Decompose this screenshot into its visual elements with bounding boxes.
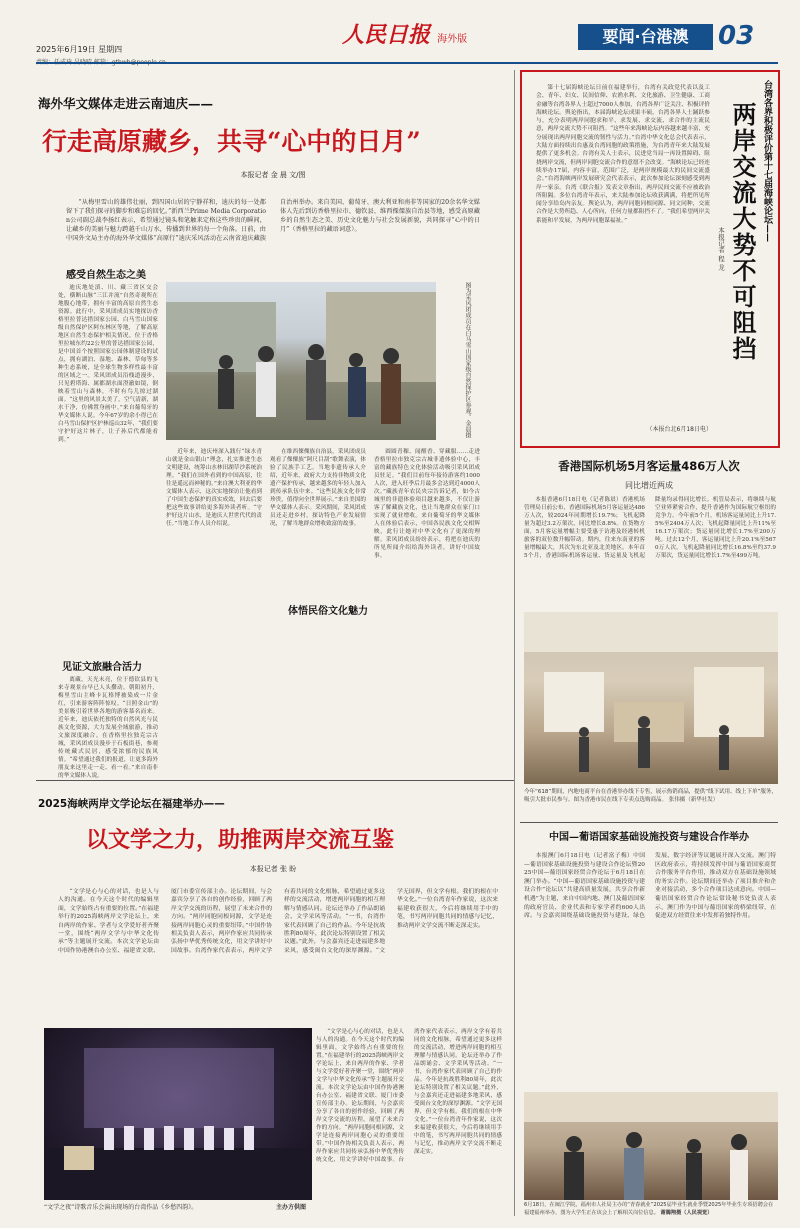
kicker: 海外华文媒体走进云南迪庆——	[38, 96, 214, 111]
caption-job-fair-text: 6月18日，在闽江学院，福州市人社局主办的“青春就业”2025届毕业生就业季暨2025年毕业生专项招聘会在福建福州举办，图为大学生正在该会上了解相关岗位信息。	[524, 1202, 774, 1216]
literature-forum-text-continued: “文学是心与心的对话，也是人与人的沟通。在今天这个时代的编辑里面，文学始终占有重要的位置。”在福建举行的2025海峡两岸文学论坛上，来自两岸的作家、学者与文学爱好者齐聚一堂，围绕“两岸文学与中华文化传承”等主题展开交流。本次文学论坛由中国作协港澳台办公室、福建省文联、厦门市委宣传部主办。论坛期间，与会嘉宾分享了各自的创作经验，回顾了两岸文学交流的历程，展望了未来合作的方向。“两岸同胞同根同源，文学是连接两岸同胞心灵的重要纽带。”中国作协相关负责人表示，两岸作家应共同传承弘扬中华优秀传统文化，用文学讲好中国故事。台湾作家代表表示，两岸文学有着共同的文化根脉，希望通过更多这样的交流活动，增进两岸同胞的相互理解与情感认同。论坛还举办了作品朗诵会、文学采风等活动。“一书，台湾作家代表回顾了自己的作品。今年是抗战胜利80周年，此次论坛特别设置了相关议题。”此外，与会嘉宾还走进福建多地采风，感受闽台文化的深厚渊源。“文学无国界，但文学有根。我们的根在中华文化。”一位台湾青年作家说，这次来福建收获很大，今后将继续用手中的笔，书写两岸同胞共同的情感与记忆，推动两岸文学交流不断走深走实。	[316, 1029, 502, 1163]
photo-job-fair-image	[524, 1092, 778, 1200]
hk-airport-text: 本报香港6月18日电（记者陈晨）香港机场管理局日前公布，香港国际机场5月客运量达486万人次，较2024年同期增长19.7%；飞机起降量为超过3.2万架次，同比增长8.8%。在货物方面，5月客运量增幅主要受惠于访港及经港转机旅客的双位数升幅带动。期内，往来东南亚的客量增幅最大，其次为东北亚及北美地区。本年首5个月，香港国际机场客运量、货运量及飞机起降量均录得同比增长。机管局表示，将继续与航空业界紧密合作，提升香港作为国际航空枢纽的竞争力。今年前5个月，机场客运量同比上升17.5%至2404万人次；飞机起降量同比上升11%至16.17万架次；货运量同比增长1.7%至200万吨。过去12个月，客运量同比上升20.1%至5670万人次，飞机起降量同比增长16.8%至约37.9万架次，货运量同比增长1.7%至499万吨。	[524, 497, 776, 559]
lede-paragraph	[66, 198, 480, 260]
body-text: 第十七届海峡论坛日前在福建举行，台湾有关政党代表以及工会、青年、妇女、民间信仰、农渔水利、文化旅游、卫生健康、工商金融等台湾各界人士超过7000人参加，台湾各界广泛关注、积极评价海峡论坛。舆论指出，本届海峡论坛成果丰硕，台湾各界人士踊跃参与，充分表明两岸同胞求和平、求发展、求交流、求合作的主流民意，两岸交流大势不可阻挡。“这些年来海峡论坛内容越来越丰富，充分展现出两岸同胞交流的韧性与活力。”台湾中华文化总会代表表示，大陆方面持续出台惠及台湾同胞的政策措施，为台湾青年来大陆发展提供了更多机会。台湾有关人士表示，民进党当局一再设置障碍、阻挠两岸交流，但两岸同胞交流合作的意愿不会改变。“海峡论坛已经连续举办17届，内容丰富，范围广泛，是两岸规模最大的民间交流盛会。”台湾海峡两岸发展研究会代表表示，此次参加论坛深刻感受到两岸一家亲。台湾《联合报》发表文章指出，两岸民间交流不应被政治所阻隔。多位台湾青年表示，来大陆参加论坛收获满满，将把所见所闻分享给岛内亲友。舆论认为，两岸同胞同根同源、同文同种，交流合作是大势所趋、人心所向，任何力量都阻挡不了。“我们希望两岸关系能和平发展，为两岸同胞谋福祉。”	[536, 85, 710, 224]
macau-forum-body	[524, 852, 776, 1088]
divider-a3	[520, 822, 778, 823]
paper-name: 人民日报	[342, 22, 431, 48]
subtitle: 同比增近两成	[625, 481, 673, 490]
dateline: （本报台北6月18日电）	[646, 426, 712, 433]
page-number: 03	[718, 21, 755, 51]
photo-caption-concert: “文学之夜”诗歌音乐会演出现场的台湾作品《乡愁四韵》。	[44, 1204, 198, 1211]
column-1-text: 迪庆地处滇、川、藏三省区交会处，横断山脉“三江并流”自然奇观所在地腹心地带，拥有丰富的高原自然生态资源。此行中，采风团成员实地探访香格里拉普达措国家公园、白马雪山国家级自然保护区阿东林区等地，了解高原地区自然生态保护相关情况。位于香格里拉城东约22公里的普达措国家公园，是中国首个按照国家公园体制建设的试点，拥有湖泊、湿地、森林、草甸等多种生态系统，是全球生物多样性最丰富的区域之一。采风团成员沿栈道漫步，只见碧塔海、属都湖水面澄澈如镜，倒映着雪山与森林，不时有鸟儿掠过湖面。“这里的风景太美了，空气清新，湖水干净，仿佛置身画中。”来自葡萄牙的华文媒体人说。今年67岁的余小得已在白马雪山保护区护林巡山32年，“我们要守护好这片林子，让子孙后代都能看到。”	[58, 285, 158, 443]
paper-edition: 海外版	[437, 34, 468, 45]
photo-caption-job-fair	[524, 1202, 778, 1218]
subheading-culture-tourism: 见证文旅融合活力	[62, 662, 142, 673]
photo-poetry-concert-image	[44, 1028, 312, 1200]
literature-forum-text: “文学是心与心的对话，也是人与人的沟通。在今天这个时代的编辑里面，文学始终占有重要的位置。”在福建举行的2025海峡两岸文学论坛上，来自两岸的作家、学者与文学爱好者齐聚一堂，围绕“两岸文学与中华文化传承”等主题展开交流。本次文学论坛由中国作协港澳台办公室、福建省文联、厦门市委宣传部主办。论坛期间，与会嘉宾分享了各自的创作经验，回顾了两岸文学交流的历程，展望了未来合作的方向。“两岸同胞同根同源，文学是连接两岸同胞心灵的重要纽带。”中国作协相关负责人表示，两岸作家应共同传承弘扬中华优秀传统文化，用文学讲好中国故事。台湾作家代表表示，两岸文学有着共同的文化根脉，希望通过更多这样的交流活动，增进两岸同胞的相互理解与情感认同。论坛还举办了作品朗诵会、文学采风等活动。“一书，台湾作家代表回顾了自己的作品。今年是抗战胜利80周年，此次论坛特别设置了相关议题。”此外，与会嘉宾还走进福建多地采风，感受闽台文化的深厚渊源。“文学无国界，但文学有根。我们的根在中华文化。”一位台湾青年作家说，这次来福建收获很大，今后将继续用手中的笔，书写两岸同胞共同的情感与记忆，推动两岸文学交流不断走深走实。	[58, 889, 498, 954]
hk-airport-body	[524, 496, 776, 608]
byline: 本报记者 金 晨 文/图	[240, 171, 306, 179]
column-1	[58, 284, 158, 656]
article-literature-forum	[36, 788, 510, 884]
headline: 行走高原藏乡，共寻“心中的日月”	[42, 127, 421, 156]
column-3-text: 在维西傈僳族自治县，采风团成员观看了傈僳族“阿尺目刮”歌舞表演，体验了民族手工艺。当地非遗传承人介绍，近年来，政府大力支持非物质文化遗产保护传承，越来越多的年轻人加入到传承队伍中来。“这些民族文化非常珍贵，值得向全世界展示。”来自美国的华文媒体人表示。采风期间，采风团成员还走进乡村，探访特色产业发展情况，了解当地群众增收致富的故事。	[270, 449, 366, 527]
kicker: 2025海峡两岸文学论坛在福建举办——	[38, 798, 225, 810]
subheading-folk-culture: 体悟民俗文化魅力	[288, 606, 368, 617]
headline: 以文学之力，助推两岸交流互鉴	[86, 827, 395, 853]
column-2-text: 近年来，迪庆州深入践行“绿水青山就是金山银山”理念，扎实推进生态文明建设，统筹山水林田湖草沙系统治理。“我们在国外看到的中国高原，往往是遥远而神秘的。”来自澳大利亚的华文媒体人表示，这次实地探访让他看到了中国生态保护的真实成效，回去后要把这些故事讲给更多海外读者听。“守护好这片山水，是迪庆人世世代代的责任。”当地工作人员介绍说。	[166, 449, 262, 527]
section-banner: 要闻·台港澳	[578, 24, 713, 50]
byline: 本报记者 程 龙	[717, 227, 725, 271]
column-1-bottom	[58, 676, 158, 779]
photo-job-fair	[524, 1092, 778, 1200]
macau-forum-text: 本报澳门6月18日电（记者富子梅）中国—葡语国家基础设施投资与建设合作论坛暨2025中国—葡语国家经贸合作论坛于6月18日在澳门举办。“中国—葡语国家基础设施投资与建设合作”论坛以“共建高质量发展，共享合作新机遇”为主题，来自中国内地、澳门及葡语国家的政府官员、企业代表和专家学者约600人出席。与会嘉宾围绕基础设施投资与建设、绿色发展、数字经济等议题展开深入交流。澳门特区政府表示，将持续发挥中国与葡语国家商贸合作服务平台作用，推动双方在基础设施领域的务实合作。论坛期间还举办了项目推介和企业对接活动，多个合作项目达成意向。中国—葡语国家经贸合作论坛常设秘书处负责人表示，澳门作为中国与葡语国家的桥梁纽带，在促进双方经贸往来中发挥着独特作用。	[524, 853, 776, 920]
paper-logo	[342, 18, 542, 58]
column-1-bottom-text: 离藏，天光未亮，位于德钦县的飞来寺观景台早已人头攒动。朝阳初升，梅里雪山主峰卡瓦格博被染成一片金红，引来游客阵阵惊叹。“日照金山”的美景吸引着世界各地的游客慕名而来。近年来，迪庆依托独特的自然风光与民族文化资源，大力发展全域旅游，推动文旅深度融合。在香格里拉独克宗古城，采风团成员漫步于石板街巷，参观传统藏式民居，感受浓郁的民族风情。“希望通过我们的报道，让更多海外朋友来这里走一走、看一看。”来自南非的华文媒体人说。	[58, 677, 158, 779]
masthead-left	[36, 10, 386, 60]
photo-group-tour	[166, 282, 436, 440]
masthead-rule	[36, 62, 778, 64]
photo-caption-hk: 今年“618”期间，内地电商平台在香港举办线下专售，展示热销商品，提供“线下试用、线上下单”服务，吸引大批市民参与。图为香港市民在线下专卖点选购商品。 张伟摄（新华社发）	[524, 789, 777, 803]
photo-shopping-mall-image	[524, 612, 778, 784]
subheading-ecology: 感受自然生态之美	[66, 270, 146, 281]
article-strait-forum	[520, 70, 780, 448]
column-4-text: 圆圆青稞、闻醒香、穿藏服……走进香格里拉市独克宗古城非遗体验中心，丰富的藏族特色文化体验活动吸引采风团成员驻足。“我们目前每年接待游客约1000人次，进入旺季后月最多会达到近4000人次。”藏族青年农民央宗告诉记者，如今古城里的非遗体验项目越来越多，不仅让游客了解藏族文化，也让当地群众在家门口实现了就业增收。来自葡萄牙的华文媒体人在体验后表示，中国各民族文化交相辉映，此行让她对中华文化有了更深的理解。采风团成员纷纷表示，将把在迪庆的所见所闻介绍给海外读者，讲好中国故事。	[374, 449, 480, 559]
divider-a1	[36, 780, 514, 781]
side-title: 台湾各界积极评价第十七届海峡论坛——	[762, 80, 772, 242]
byline: 本报记者 张 盼	[249, 865, 297, 873]
macau-forum-headline: 中国—葡语国家基础设施投资与建设合作举办	[549, 832, 749, 843]
photo-shopping-mall	[524, 612, 778, 784]
article-hk-airport	[520, 458, 778, 490]
column-4	[374, 448, 480, 772]
photo-credit-concert: 主办方供图	[276, 1204, 307, 1211]
photo-caption-diqing: 图为采风团成员在白马雪山国家级自然保护区参观。金晨摄	[464, 282, 471, 438]
photo-group-tour-image	[166, 282, 436, 440]
issue-date: 2025年6月19日 星期四	[36, 45, 123, 54]
column-2	[166, 448, 262, 772]
literature-forum-body	[58, 888, 498, 1024]
caption-job-fair-credit: 谢腾翔摄（人民视觉）	[660, 1209, 713, 1216]
lede-text: “从梅里雪山的雄伟壮丽，到四国山居的宁静祥和，迪庆的每一处都留下了我们探寻的脚步和难忘的回忆。”新西兰Prime Media Corporation公司副总裁李扬红表示，希望通过镜头和笔触来定格这些珍贵的瞬间，让藏乡的美丽与魅力跨越千山万水，传播到世界的每一个角落。日前，由中国外文局主办的海外华文媒体“高原行”迪庆采风活动在云南省迪庆藏族自治州举办。来自美国、葡萄牙、澳大利亚和南非等国家的20余名华文媒体人先后到访香格里拉市、德钦县、维西傈僳族自治县等地，感受高原藏乡的自然生态之美、历史文化魅力与社会发展新貌，共同探寻“心中的日月”（香格里拉的藏语词意）。	[66, 199, 480, 242]
headline: 两岸交流大势不可阻挡	[728, 102, 757, 362]
column-divider	[514, 70, 515, 1216]
headline: 香港国际机场5月客运量486万人次	[558, 459, 740, 473]
photo-poetry-concert	[44, 1028, 312, 1200]
literature-forum-body-continued	[316, 1028, 502, 1200]
body	[536, 84, 710, 414]
